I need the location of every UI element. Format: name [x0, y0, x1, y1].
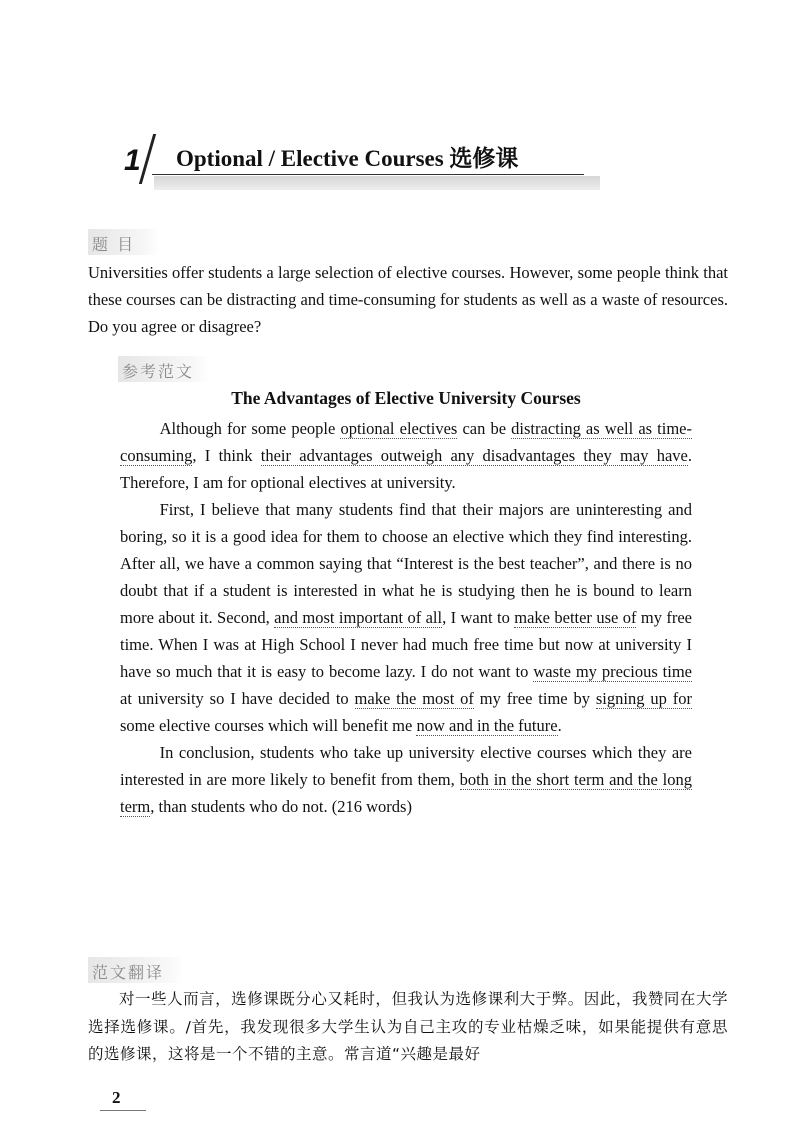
header-shade [154, 176, 600, 190]
essay-text: my free time. When I was at High School I never had much free time but now at university I have so much that it is easy to become lazy. I do not want to [120, 608, 693, 681]
essay-text: . Therefore, I am for optional electives at university. [120, 446, 692, 492]
essay-text: , I want to [442, 608, 515, 627]
sample-label: 参考范文 [122, 362, 195, 381]
chapter-header [88, 130, 608, 190]
essay-text: . [557, 716, 562, 735]
essay-phrase: optional electives [340, 419, 458, 438]
essay-phrase: now and in the future [416, 716, 558, 735]
essay-phrase: both in the short term and the long term [120, 770, 692, 816]
essay-phrase: waste my precious time [533, 662, 692, 681]
essay-paragraph-2 [120, 496, 692, 739]
essay-text: , than students who do not. (216 words) [150, 797, 412, 816]
essay-phrase: distracting as well as time-consuming [120, 419, 692, 465]
translation-text: 对一些人而言，选修课既分心又耗时，但我认为选修课利大于弊。因此，我赞同在大学选择选修课。/首先，我发现很多大学生认为自己主攻的专业枯燥乏味，如果能提供有意思的选修课，这将是一个不错的主意。常言道“兴趣是最好 [88, 990, 728, 1063]
prompt-text: Universities offer students a large selection of elective courses. However, some people think that these courses can be distracting and time-consuming for students as well as a waste of resources. Do you agree or disagree? [88, 263, 728, 336]
essay-text: First, I believe that many students find that their majors are uninteresting and boring, so it is a good idea for them to choose an elective which they find interesting. After all, we have a common saying that “Interest is the best teacher”, and there is no doubt that if a student is interested in what he is studying then he is bound to learn more about it. Second, [120, 500, 692, 627]
essay-phrase: their advantages outweigh any disadvantages they may have [260, 446, 688, 465]
essay-text: In conclusion, students who take up university elective courses which they are interested in are more likely to benefit from them, [120, 743, 692, 789]
essay-phrase: make better use of [514, 608, 637, 627]
essay-phrase: make the most of [354, 689, 474, 708]
essay-text: some elective courses which will benefit me [120, 716, 417, 735]
essay-text: Although for some people [159, 419, 341, 438]
header-rule [152, 174, 584, 175]
essay-text: at university so I have decided to [120, 689, 355, 708]
essay-title: The Advantages of Elective University Courses [231, 388, 581, 408]
essay-text: my free time by [473, 689, 596, 708]
page-number-rule [100, 1110, 146, 1111]
topic-label: 题 目 [92, 235, 136, 254]
essay-phrase: and most important of all [274, 608, 443, 627]
essay-phrase: signing up for [595, 689, 692, 708]
essay-text: , I think [192, 446, 261, 465]
page-number: 2 [112, 1088, 121, 1107]
chapter-title: Optional / Elective Courses 选修课 [176, 146, 519, 171]
essay-text: can be [457, 419, 512, 438]
essay-paragraph-3 [120, 739, 692, 820]
essay-paragraph-1 [120, 415, 692, 496]
chapter-number: 1 [124, 144, 141, 177]
essay-body [120, 415, 692, 820]
translation-label: 范文翻译 [92, 963, 165, 982]
